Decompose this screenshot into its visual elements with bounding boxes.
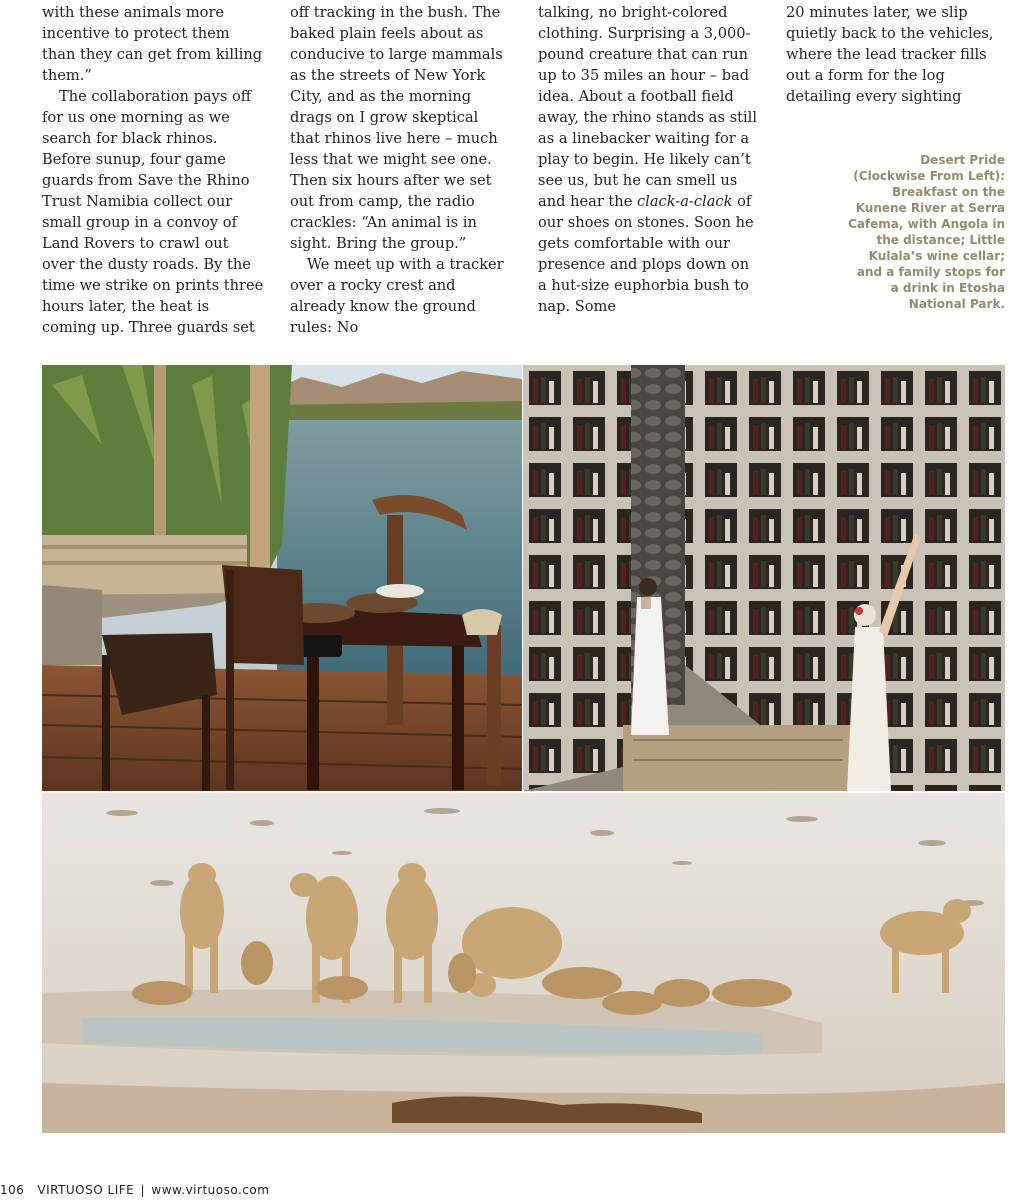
text-run: of our shoes on stones. Soon he gets comfortable with our presence and plops down on a hut-size euphorbia bush to nap. Some	[538, 193, 754, 315]
text-column-4	[786, 2, 1008, 107]
photo-wine-cellar	[523, 365, 1005, 791]
text-column-1	[42, 2, 264, 338]
page-number: 106	[0, 1183, 25, 1197]
paragraph: We meet up with a tracker over a rocky crest and already know the ground rules: No	[290, 256, 504, 336]
lions-waterhole-illustration	[42, 793, 1005, 1133]
italic-phrase: clack-a-clack	[636, 193, 733, 210]
page-footer	[0, 1182, 269, 1198]
river-breakfast-illustration	[42, 365, 522, 791]
photo-lions-waterhole	[42, 793, 1005, 1133]
wine-cellar-illustration	[523, 365, 1005, 791]
publication-url[interactable]: www.virtuoso.com	[151, 1183, 270, 1197]
paragraph: 20 minutes later, we slip quietly back to the vehicles, where the lead tracker fills out a form for the log detailing every sighting	[786, 4, 994, 105]
text-column-2	[290, 2, 512, 338]
paragraph: The collaboration pays off for us one morning as we search for black rhinos. Before sunup, four game guards from Save the Rhino Trust Namibia collect our small group in a convoy of Land Rovers to crawl out over the dusty roads. By the time we strike on prints three hours later, the heat is coming up. Three guards set	[42, 88, 264, 336]
publication-name: VIRTUOSO LIFE	[37, 1183, 135, 1197]
paragraph	[538, 2, 760, 317]
photo-caption: Desert Pride (Clockwise From Left): Breakfast on the Kunene River at Serra Cafema, with Angola in the distance; Little Kulala’s wine cellar; and a family stops for a drink in Etosha National Park.	[848, 153, 1005, 311]
text-run: talking, no bright-colored clothing. Surprising a 3,000-pound creature that can run up to 35 miles an hour – bad idea. About a football field away, the rhino stands as still as a linebacker waiting for a play to begin. He likely can’t see us, but he can smell us and hear the	[538, 4, 757, 210]
footer-separator: |	[140, 1183, 146, 1197]
text-column-3	[538, 2, 760, 317]
paragraph: with these animals more incentive to protect them than they can get from killing them.”	[42, 4, 263, 84]
paragraph: off tracking in the bush. The baked plain feels about as conducive to large mammals as the streets of New York City, and as the morning drags on I grow skeptical that rhinos live here – much less that we might see one. Then six hours after we set out from camp, the radio crackles: “An animal is in sight. Bring the group.”	[290, 4, 503, 252]
photo-river-breakfast	[42, 365, 522, 791]
